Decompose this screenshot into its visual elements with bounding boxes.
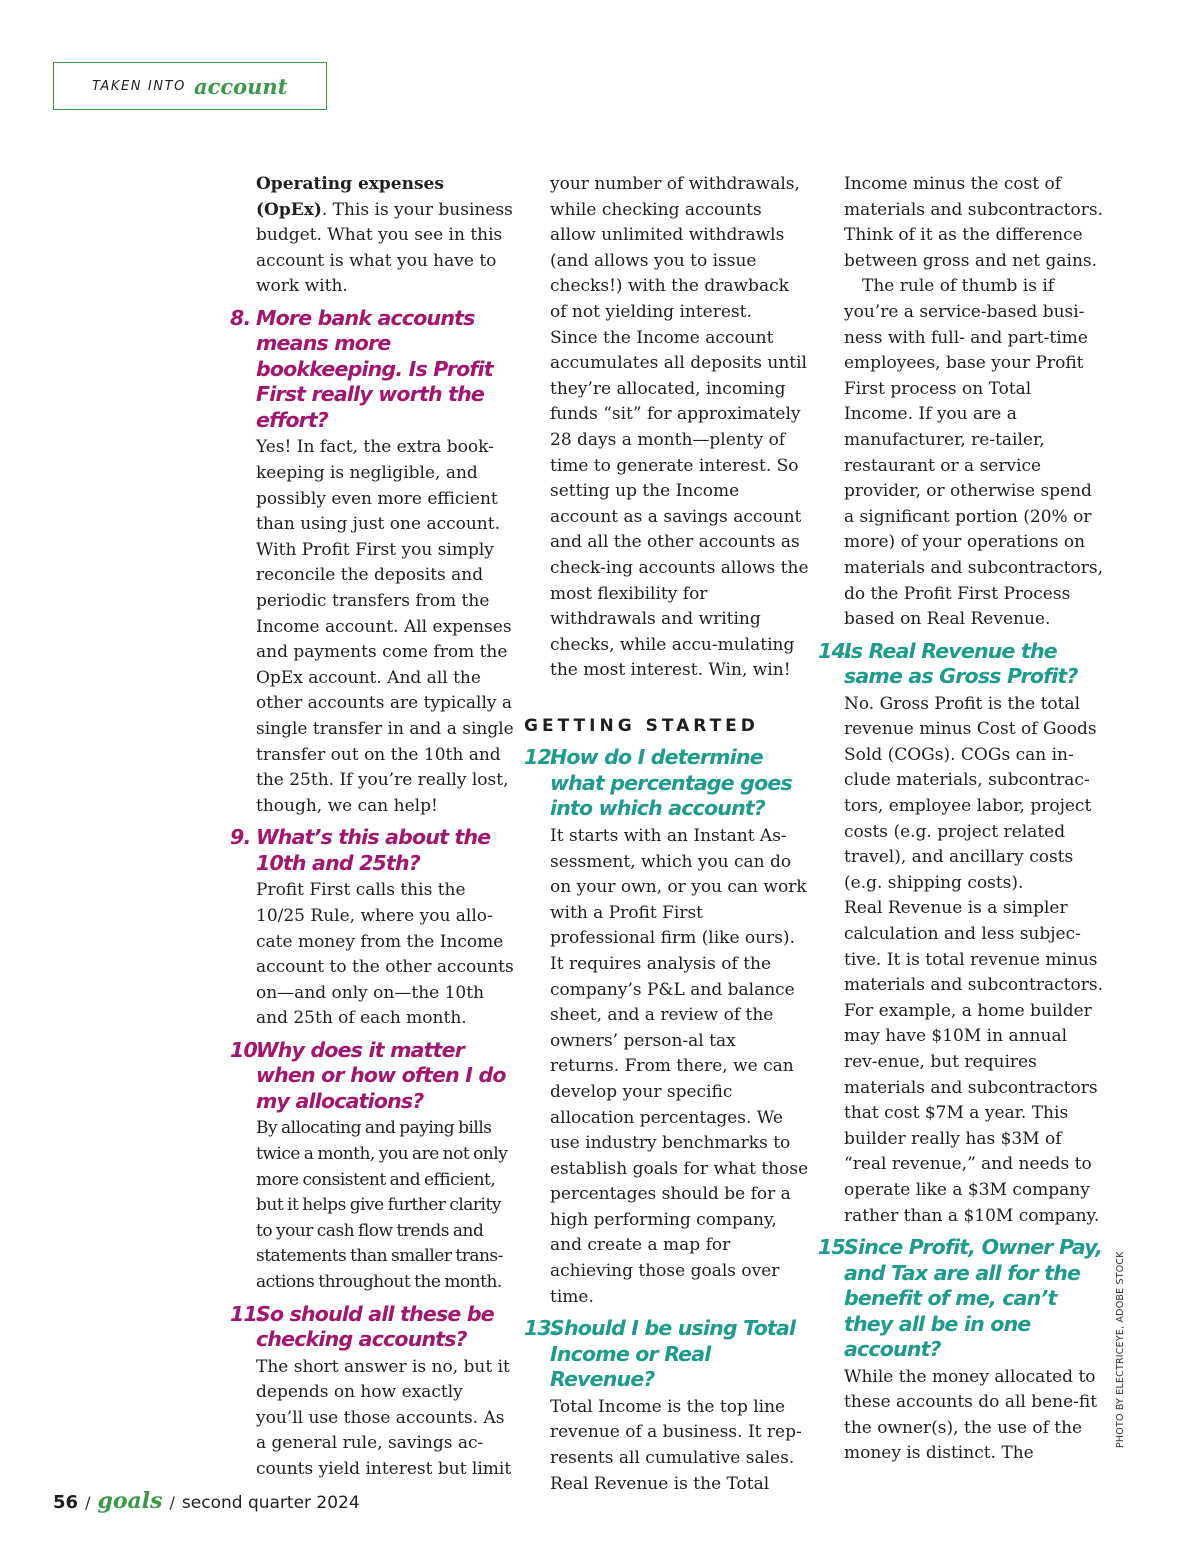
question-14-number: 14.: [818, 638, 852, 663]
answer-14-real-revenue: Real Revenue is a simpler calculation and less subjec-tive. It is total revenue minus materials and subcontractors. For example, a home builder may have $10M in annual rev-enue, but requires materials and subcontractors that cost $7M a year. This builder really has $3M of “real revenue,” and needs to operate like a $3M company rather than a $10M company.: [844, 898, 1103, 1226]
question-8-text: More bank accounts means more bookkeeping. Is Profit First really worth the effort?: [256, 305, 493, 432]
issue-label: second quarter 2024: [181, 1493, 360, 1513]
question-13: [524, 1316, 809, 1393]
rule-of-thumb-paragraph: The rule of thumb is if you’re a service-based busi-ness with full- and part-time employees, base your Profit First process on Total Income. If you are a manufacturer, re-tailer, restaurant or a service provider, or otherwise spend a significant portion (20% or more) of your operations on materials and subcontractors, do the Profit First Process based on Real Revenue.: [844, 276, 1103, 630]
question-9-number: 9.: [230, 825, 251, 850]
question-10-text: Why does it matter when or how often I do my allocations?: [256, 1037, 506, 1113]
answer-8: Yes! In fact, the extra book-keeping is negligible, and possibly even more efficient than using just one account. With Profit First you simply reconcile the deposits and periodic transfers from the Income account. All expenses and payments come from the OpEx account. And all the other accounts are typically a single transfer in and a single transfer out on the 10th and the 25th. If you’re really lost, though, we can help!: [256, 437, 514, 816]
section-header-prefix: TAKEN INTO: [92, 78, 186, 94]
page-footer: [53, 1488, 360, 1514]
question-12-number: 12.: [524, 745, 558, 770]
question-9: [230, 825, 515, 876]
question-15-text: Since Profit, Owner Pay, and Tax are all for the benefit of me, can’t they all be in one account?: [844, 1235, 1103, 1362]
answer-10: By allocating and paying bills twice a month, you are not only more consistent and efficient, but it helps give further clarity to your cash flow trends and statements than smaller trans-actions throughout the month.: [256, 1118, 508, 1292]
opex-term: Operating expenses (OpEx): [256, 174, 444, 220]
section-header-word: account: [193, 73, 288, 99]
question-10-number: 10.: [230, 1037, 264, 1062]
question-13-text: Should I be using Total Income or Real Revenue?: [550, 1316, 796, 1392]
question-13-number: 13.: [524, 1316, 558, 1341]
question-9-text: What’s this about the 10th and 25th?: [256, 825, 491, 875]
income-savings-paragraph: Since the Income account accumulates all deposits until they’re allocated, incoming funds “sit” for approximately 28 days a month—plenty of time to generate interest. So setting up the Income account as a savings account and all the other accounts as check-ing accounts allows the most flexibility for withdrawals and writing checks, while accu-mulating the most interest. Win, win!: [550, 327, 809, 681]
question-11: [230, 1302, 515, 1353]
answer-11: The short answer is no, but it depends on how exactly you’ll use those accounts. As a general rule, savings ac-counts yield interest but limit: [256, 1356, 512, 1479]
getting-started-heading: GETTING STARTED: [524, 715, 759, 736]
answer-12: It starts with an Instant As-sessment, which you can do on your own, or you can work with a Profit First professional firm (like ours). It requires analysis of the company’s P&L and balance sheet, and a review of the owners’ person-al tax returns. From there, we can develop your specific allocation percentages. We use industry benchmarks to establish goals for what those percentages should be for a high performing company, and create a map for achieving those goals over time.: [550, 825, 809, 1307]
question-15-number: 15.: [818, 1235, 852, 1260]
section-header-box: [53, 62, 327, 110]
answer-13: Total Income is the top line revenue of a business. It rep-resents all cumulative sales. Real Revenue is the Total: [550, 1396, 802, 1494]
opex-definition: . This is your business budget. What you see in this account is what you have to work with.: [256, 199, 513, 297]
photo-credit: PHOTO BY ELECTRICEYE, ADOBE STOCK: [1115, 1251, 1126, 1448]
footer-separator-2: /: [169, 1493, 175, 1512]
magazine-name: goals: [97, 1488, 163, 1514]
answer-13-continued: Income minus the cost of materials and subcontractors. Think of it as the difference between gross and net gains.: [844, 174, 1103, 271]
question-8: [230, 306, 515, 434]
article-column-3: [818, 172, 1103, 1467]
question-15: [818, 1235, 1103, 1363]
question-14-text: Is Real Revenue the same as Gross Profit?: [844, 638, 1078, 689]
question-10: [230, 1038, 515, 1115]
answer-14-gross-profit: No. Gross Profit is the total revenue minus Cost of Goods Sold (COGs). COGs can in-clude materials, subcontrac-tors, employee labor, project costs (e.g. project related travel), and ancillary costs (e.g. shipping costs).: [844, 693, 1097, 893]
answer-15: While the money allocated to these accounts do all bene-fit the owner(s), the use of the money is distinct. The: [844, 1366, 1098, 1464]
question-11-number: 11.: [230, 1301, 264, 1326]
article-column-2: [524, 172, 809, 1497]
opex-paragraph: [230, 172, 515, 300]
answer-9: Profit First calls this the 10/25 Rule, where you allo-cate money from the Income account to the other accounts on—and only on—the 10th and 25th of each month.: [256, 880, 514, 1029]
question-8-number: 8.: [230, 305, 251, 330]
page-number: 56: [53, 1492, 79, 1513]
footer-separator: /: [85, 1493, 91, 1512]
question-14: [818, 639, 1103, 690]
answer-11-continued: your number of withdrawals, while checking accounts allow unlimited withdrawls (and allows you to issue checks!) with the drawback of not yielding interest.: [550, 174, 800, 322]
question-12: [524, 745, 809, 822]
question-11-text: So should all these be checking accounts?: [256, 1301, 494, 1352]
question-12-text: How do I determine what percentage goes into which account?: [550, 745, 792, 821]
article-column-1: [230, 172, 515, 1483]
